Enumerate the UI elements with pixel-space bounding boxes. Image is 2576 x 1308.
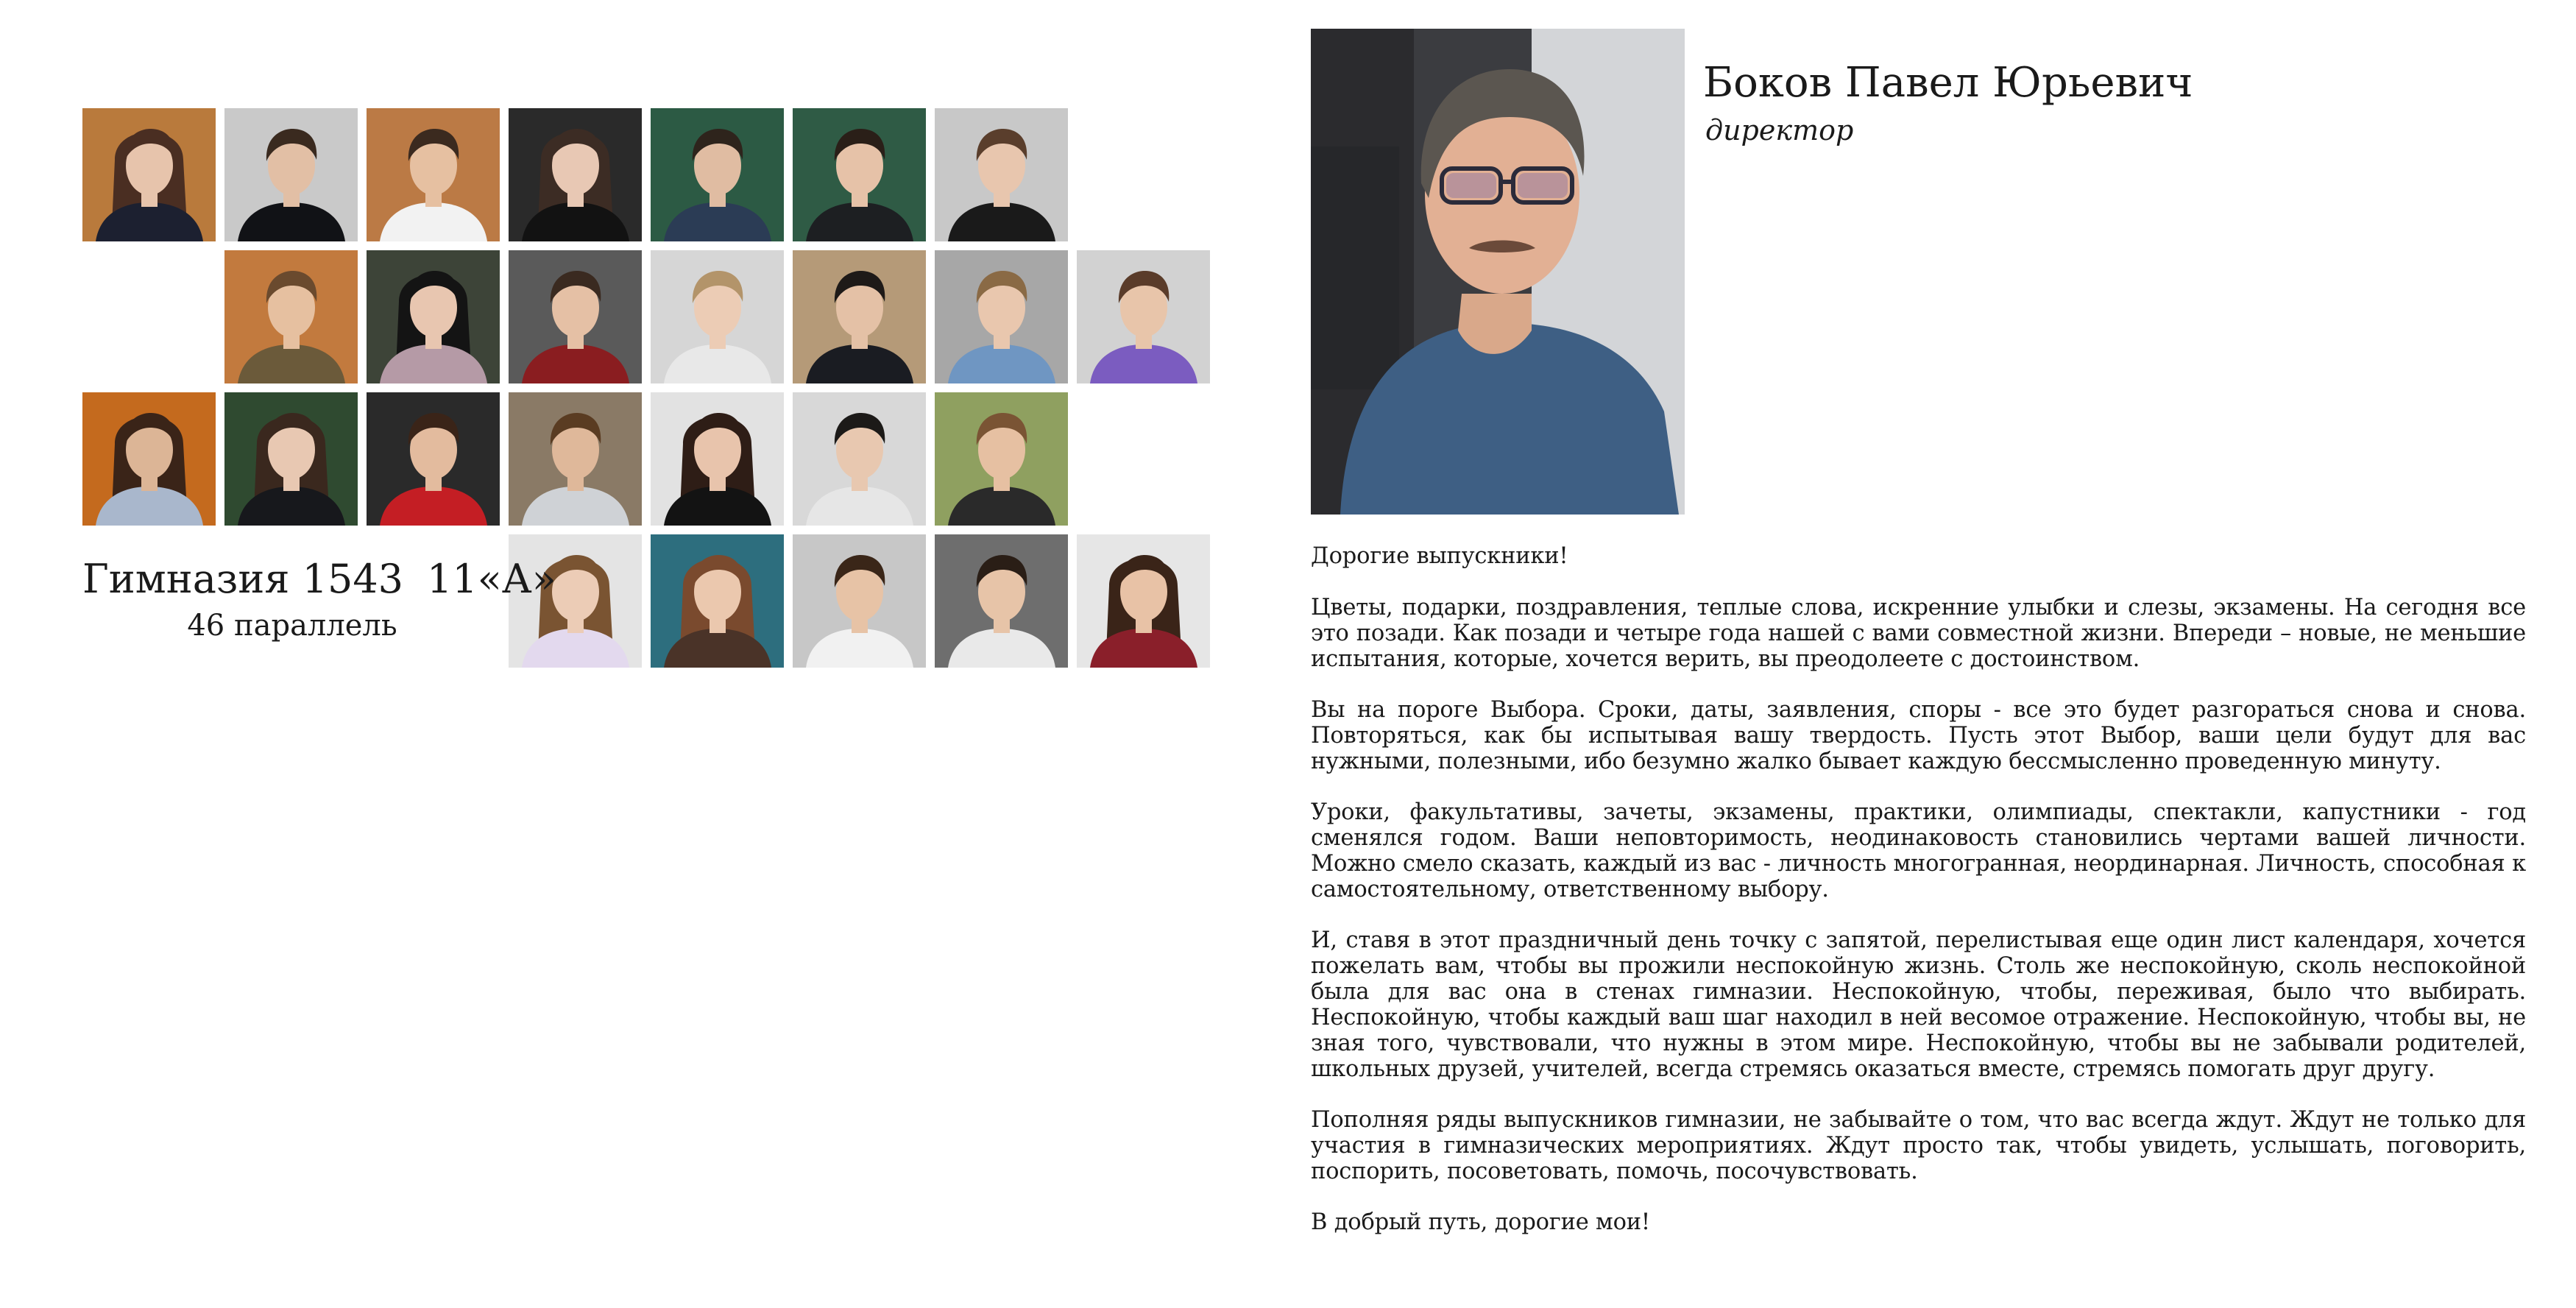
letter-closing: В добрый путь, дорогие мои! xyxy=(1311,1209,1650,1235)
student-photo xyxy=(1077,250,1210,383)
student-photo xyxy=(224,108,358,241)
student-photo xyxy=(82,108,216,241)
student-photo xyxy=(935,250,1068,383)
letter-paragraph: Уроки, факультативы, зачеты, экзамены, практики, олимпиады, спектакли, капустники - год сменялся годом. Ваши неповторимость, неодинаковость становились чертами вашей личности. Можно смело сказать, каждый из вас - личность многогранная, неординарная. Личность, способная к самостоятельному, ответственному выбору. xyxy=(1311,799,2526,902)
student-photo xyxy=(651,108,784,241)
student-photo xyxy=(793,250,926,383)
student-photo xyxy=(509,108,642,241)
class-caption xyxy=(82,556,556,644)
student-photo xyxy=(935,392,1068,526)
student-photo xyxy=(793,108,926,241)
student-photo xyxy=(651,392,784,526)
class-title xyxy=(82,556,556,603)
director-name: Боков Павел Юрьевич xyxy=(1703,59,2193,107)
student-photo xyxy=(509,250,642,383)
director-letter xyxy=(1311,543,2526,1260)
student-photo xyxy=(82,392,216,526)
letter-greeting: Дорогие выпускники! xyxy=(1311,543,1568,569)
student-photo xyxy=(935,534,1068,668)
student-photo xyxy=(935,108,1068,241)
class-name: 11«А» xyxy=(427,556,556,602)
student-photo xyxy=(1077,534,1210,668)
student-photo xyxy=(224,250,358,383)
school-name: Гимназия 1543 xyxy=(82,556,404,602)
letter-paragraph: Цветы, подарки, поздравления, теплые слова, искренние улыбки и слезы, экзамены. На сегодня все это позади. Как позади и четыре года нашей с вами совместной жизни. Впереди – новые, не меньшие испытания, которые, хочется верить, вы преодолеете с достоинством. xyxy=(1311,595,2526,672)
student-photo xyxy=(793,392,926,526)
student-photo xyxy=(651,250,784,383)
student-photo xyxy=(651,534,784,668)
student-photo xyxy=(367,392,500,526)
student-photo xyxy=(793,534,926,668)
director-role: директор xyxy=(1705,114,1854,146)
letter-paragraph: И, ставя в этот праздничный день точку с запятой, перелистывая еще один лист календаря, хочется пожелать вам, чтобы вы прожили неспокойную жизнь. Столь же неспокойную, сколь неспокойной была для вас она в стенах гимназии. Неспокойную, чтобы, переживая, было что выбирать. Неспокойную, чтобы каждый ваш шаг находил в ней весомое отражение. Неспокойную, чтобы вы, не зная того, чувствовали, что нужны в этом мире. Неспокойную, чтобы вы не забывали родителей, школьных друзей, учителей, всегда стремясь оказаться вместе, стремясь помогать друг другу. xyxy=(1311,927,2526,1082)
director-photo xyxy=(1311,29,1685,515)
student-photo xyxy=(367,250,500,383)
parallel-label: 46 параллель xyxy=(187,609,397,643)
student-photo xyxy=(367,108,500,241)
student-photo xyxy=(509,392,642,526)
student-photo xyxy=(224,392,358,526)
letter-paragraph: Пополняя ряды выпускников гимназии, не забывайте о том, что вас всегда ждут. Ждут не только для участия в гимназических мероприятиях. Ждут просто так, чтобы увидеть, услышать, поговорить, поспорить, посоветовать, помочь, посочувствовать. xyxy=(1311,1107,2526,1184)
letter-paragraph: Вы на пороге Выбора. Сроки, даты, заявления, споры - все это будет разгораться снова и снова. Повторяться, как бы испытывая вашу твердость. Пусть этот Выбор, ваши цели будут для вас нужными, полезными, ибо безумно жалко бывает каждую бессмысленно проведенную минуту. xyxy=(1311,697,2526,774)
